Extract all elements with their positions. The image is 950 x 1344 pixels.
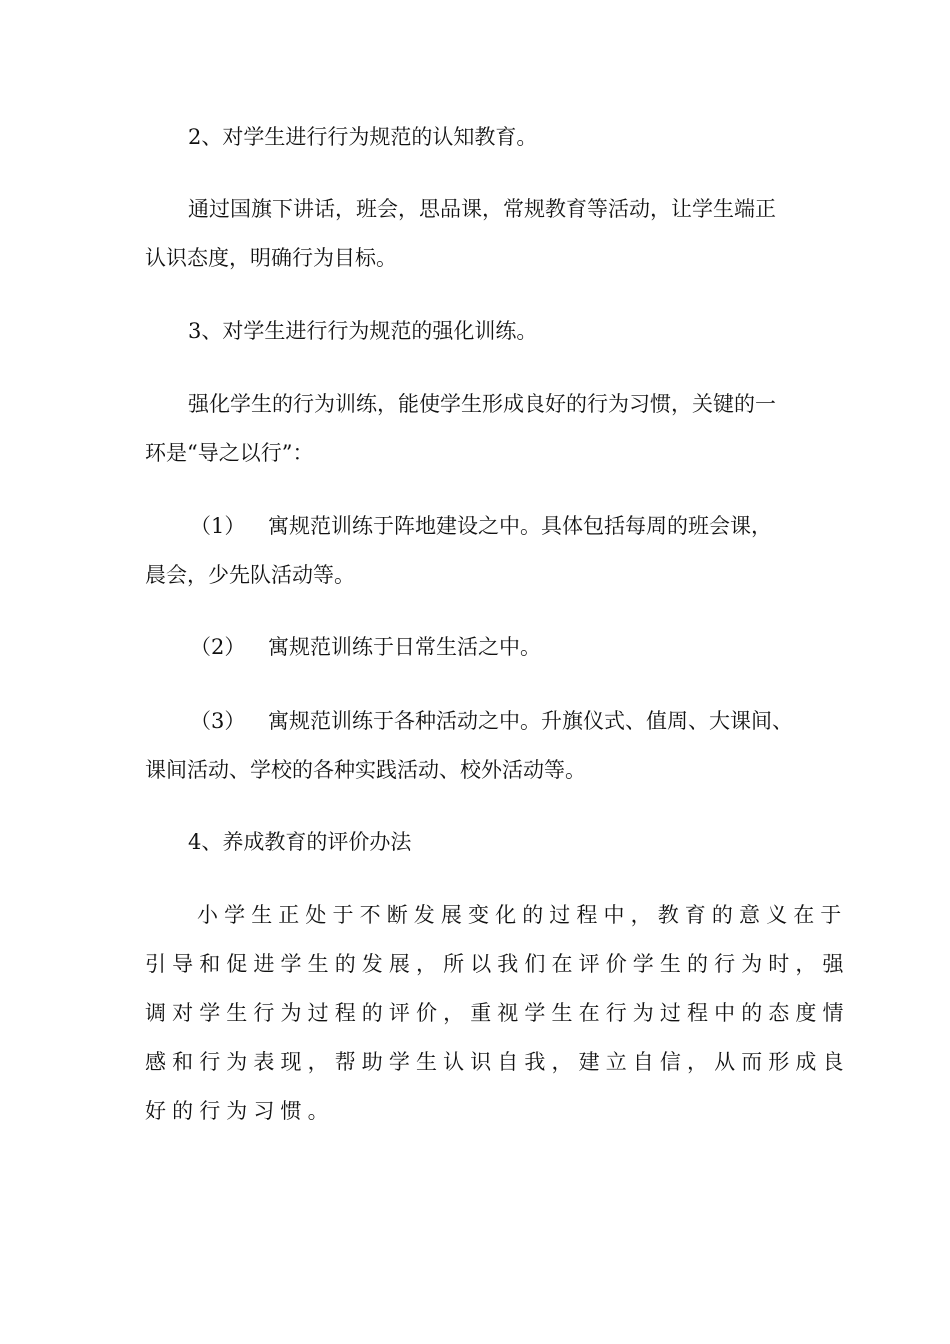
list-item-number: （1） — [190, 514, 246, 538]
paragraph-3-line-1: 强化学生的行为训练，能使学生形成良好的行为习惯，关键的一 — [188, 392, 776, 416]
list-item-number: （3） — [190, 709, 246, 733]
section-heading-3: 3、对学生进行行为规范的强化训练。 — [188, 319, 538, 343]
list-item-text: 寓规范训练于日常生活之中。 — [268, 635, 541, 659]
list-item-text: 寓规范训练于阵地建设之中。具体包括每周的班会课， — [268, 514, 772, 538]
paragraph-2-line-2: 认识态度，明确行为目标。 — [145, 246, 397, 270]
paragraph-3-line-2: 环是“导之以行”： — [145, 441, 314, 465]
list-item-2 — [186, 632, 541, 662]
section-heading-4: 4、养成教育的评价办法 — [188, 830, 412, 854]
list-item-3 — [186, 706, 793, 736]
list-item-1-continuation: 晨会，少先队活动等。 — [145, 563, 355, 587]
paragraph-4-line-5: 好的行为习惯。 — [145, 1099, 335, 1123]
paragraph-2-line-1: 通过国旗下讲话，班会，思品课，常规教育等活动，让学生端正 — [188, 197, 776, 221]
list-item-1 — [186, 511, 772, 541]
list-item-number: （2） — [190, 635, 246, 659]
paragraph-4-line-4: 感和行为表现，帮助学生认识自我，建立自信，从而形成良 — [145, 1050, 850, 1074]
paragraph-4-line-2: 引导和促进学生的发展，所以我们在评价学生的行为时，强 — [145, 952, 850, 976]
paragraph-4-line-1: 小学生正处于不断发展变化的过程中，教育的意义在于 — [197, 903, 848, 927]
list-item-3-continuation: 课间活动、学校的各种实践活动、校外活动等。 — [145, 758, 586, 782]
list-item-text: 寓规范训练于各种活动之中。升旗仪式、值周、大课间、 — [268, 709, 793, 733]
section-heading-2: 2、对学生进行行为规范的认知教育。 — [188, 125, 538, 149]
paragraph-4-line-3: 调对学生行为过程的评价，重视学生在行为过程中的态度情 — [145, 1001, 850, 1025]
